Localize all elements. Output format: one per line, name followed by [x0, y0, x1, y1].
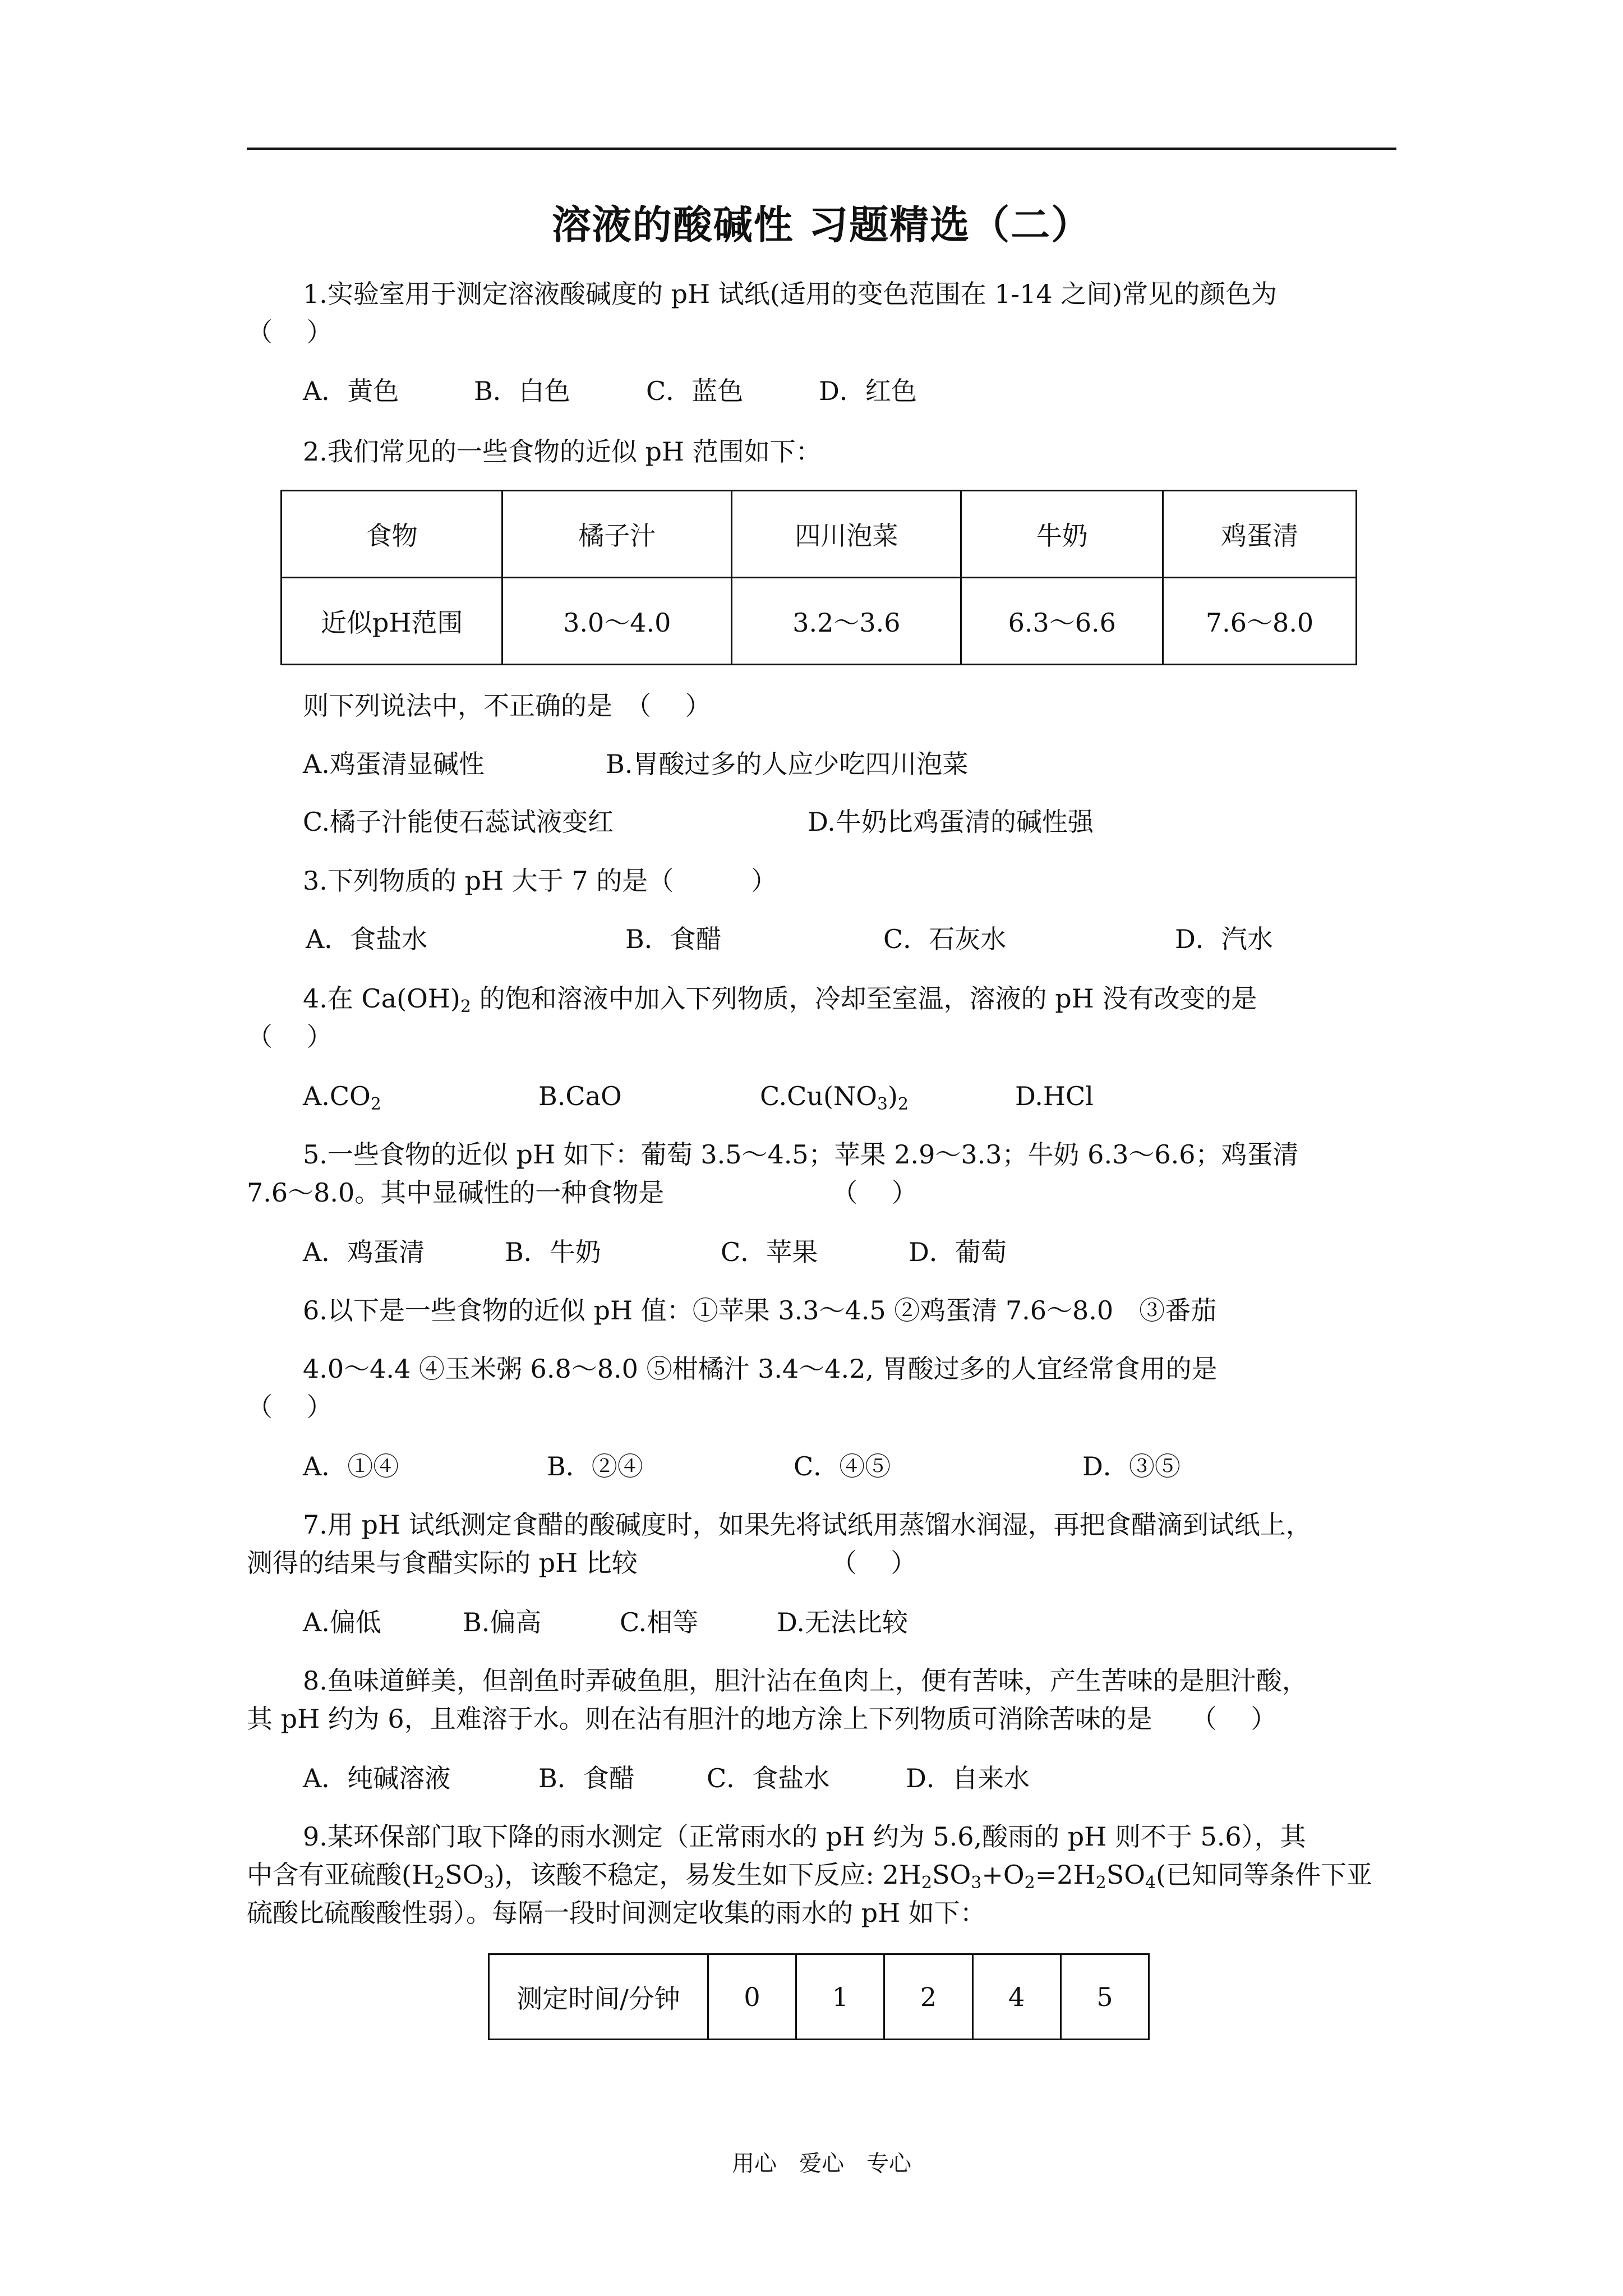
q9-sub: 2: [1024, 1873, 1035, 1893]
table-cell: 1: [796, 1954, 884, 2040]
table-cell: 2: [884, 1954, 972, 2040]
q4-stem-line2: （ ）: [247, 1022, 333, 1052]
q4-option-c-sub1: 3: [877, 1094, 888, 1114]
table-header-cell: 测定时间/分钟: [489, 1954, 708, 2040]
q1-stem-line1: 1.实验室用于测定溶液酸碱度的 pH 试纸(适用的变色范围在 1-14 之间)常见的颜色为: [303, 279, 1278, 309]
q9-text-h: (已知同等条件下亚: [1156, 1860, 1373, 1890]
q7-stem-line1: 7.用 pH 试纸测定食醋的酸碱度时，如果先将试纸用蒸馏水润湿，再把食醋滴到试纸上，: [303, 1510, 1312, 1540]
q2-food-ph-table: [280, 490, 1357, 665]
q5-stem-line2: 7.6～8.0。其中显碱性的一种食物是 （ ）: [247, 1177, 917, 1208]
table-row: [282, 491, 1357, 578]
q4-stem-text-a: 4.在 Ca(OH): [303, 983, 460, 1014]
q4-option-a-text: A.CO: [303, 1081, 371, 1111]
table-header-cell: 牛奶: [961, 491, 1163, 578]
q9-text-g: SO: [1106, 1860, 1145, 1890]
q9-text-a: 中含有亚硫酸(H: [247, 1860, 435, 1890]
q1-option-d: D．红色: [819, 376, 917, 406]
q5-option-d: D．葡萄: [909, 1237, 1007, 1267]
q9-text-c: )，该酸不稳定，易发生如下反应: 2H: [494, 1860, 921, 1890]
q9-sub: 2: [1095, 1873, 1106, 1893]
table-row: [282, 578, 1357, 665]
q2-option-a: A.鸡蛋清显碱性: [303, 749, 485, 779]
q2-option-d: D.牛奶比鸡蛋清的碱性强: [808, 807, 1094, 837]
q5-stem-line1: 5.一些食物的近似 pH 如下：葡萄 3.5～4.5；苹果 2.9～3.3；牛奶 6.3～6.6；鸡蛋清: [303, 1139, 1299, 1170]
q9-stem-line3: 硫酸比硫酸酸性弱）。每隔一段时间测定收集的雨水的 pH 如下：: [247, 1898, 986, 1928]
header-rule: [247, 148, 1396, 150]
q6-stem-line3: （ ）: [247, 1392, 333, 1422]
q2-question: 则下列说法中，不正确的是 （ ）: [303, 691, 711, 721]
q4-option-c-text-a: C.Cu(NO: [760, 1081, 877, 1111]
q6-stem-line2: 4.0～4.4 ④玉米粥 6.8～8.0 ⑤柑橘汁 3.4～4.2, 胃酸过多的人宜经常食用的是: [303, 1354, 1218, 1384]
q4-stem-line1: [303, 981, 1257, 1016]
q2-stem: 2.我们常见的一些食物的近似 pH 范围如下：: [303, 436, 822, 467]
q9-stem-line1: 9.某环保部门取下降的雨水测定（正常雨水的 pH 约为 5.6,酸雨的 pH 则不于 5.6），其: [303, 1821, 1306, 1852]
q4-option-c-text-b: ): [888, 1081, 898, 1111]
q8-option-c: C．食盐水: [707, 1763, 830, 1793]
table-cell: 3.0～4.0: [502, 578, 732, 665]
table-cell: 0: [708, 1954, 796, 2040]
q1-stem-line2: （ ）: [247, 317, 333, 347]
q4-option-d: D.HCl: [1015, 1081, 1094, 1111]
q9-text-b: SO: [445, 1860, 484, 1890]
q6-option-d: D．③⑤: [1082, 1451, 1181, 1481]
q9-rain-ph-table: [488, 1953, 1150, 2040]
q8-option-d: D．自来水: [906, 1763, 1030, 1793]
table-cell: 6.3～6.6: [961, 578, 1163, 665]
page-title: 溶液的酸碱性 习题精选（二）: [551, 201, 1092, 248]
q3-option-c: C．石灰水: [883, 924, 1007, 954]
q3-option-b: B．食醋: [625, 924, 722, 954]
q6-option-a: A．①④: [303, 1451, 399, 1481]
q5-option-a: A．鸡蛋清: [303, 1237, 425, 1267]
q5-option-b: B．牛奶: [505, 1237, 601, 1267]
q3-option-a: A．食盐水: [306, 924, 428, 954]
document-page: [247, 0, 1396, 2296]
q8-option-b: B．食醋: [538, 1763, 635, 1793]
q4-option-a: [303, 1078, 381, 1114]
q3-stem: 3.下列物质的 pH 大于 7 的是（ ）: [303, 866, 777, 896]
q8-stem-line1: 8.鱼味道鲜美，但剖鱼时弄破鱼胆，胆汁沾在鱼肉上，便有苦味，产生苦味的是胆汁酸，: [303, 1665, 1308, 1696]
q1-option-b: B．白色: [474, 376, 570, 406]
q9-text-d: SO: [932, 1860, 971, 1890]
q9-text-e: +O: [981, 1860, 1025, 1890]
table-header-cell: 鸡蛋清: [1163, 491, 1357, 578]
table-cell: 3.2～3.6: [732, 578, 961, 665]
q8-option-a: A．纯碱溶液: [303, 1763, 451, 1793]
q1-option-c: C．蓝色: [646, 376, 744, 406]
q7-option-d: D.无法比较: [777, 1607, 908, 1637]
q8-stem-line2: 其 pH 约为 6，且难溶于水。则在沾有胆汁的地方涂上下列物质可消除苦味的是 （ ）: [247, 1704, 1277, 1734]
page-footer: 用心 爱心 专心: [732, 2151, 911, 2177]
q9-text-f: =2H: [1035, 1860, 1096, 1890]
q2-option-b: B.胃酸过多的人应少吃四川泡菜: [606, 749, 969, 779]
q7-option-b: B.偏高: [463, 1607, 542, 1637]
q1-option-a: A．黄色: [303, 376, 399, 406]
q5-option-c: C．苹果: [721, 1237, 818, 1267]
q9-sub: 3: [971, 1873, 982, 1893]
q4-stem-sub: 2: [460, 997, 471, 1016]
q9-sub: 2: [921, 1873, 933, 1893]
q2-option-c: C.橘子汁能使石蕊试液变红: [303, 807, 614, 837]
table-cell: 近似pH范围: [282, 578, 502, 665]
q9-sub: 3: [483, 1873, 495, 1893]
table-header-cell: 四川泡菜: [732, 491, 961, 578]
q3-option-d: D．汽水: [1175, 924, 1273, 954]
q6-option-c: C．④⑤: [794, 1451, 891, 1481]
q4-stem-text-b: 的饱和溶液中加入下列物质，冷却至室温，溶液的 pH 没有改变的是: [471, 983, 1257, 1014]
q4-option-c: [760, 1078, 909, 1114]
q4-option-c-sub2: 2: [897, 1094, 909, 1114]
table-cell: 5: [1061, 1954, 1149, 2040]
table-row: [489, 1954, 1149, 2040]
q4-option-a-sub: 2: [370, 1094, 381, 1114]
table-header-cell: 食物: [282, 491, 502, 578]
table-cell: 7.6～8.0: [1163, 578, 1357, 665]
q7-stem-line2: 测得的结果与食醋实际的 pH 比较 （ ）: [247, 1548, 917, 1578]
table-header-cell: 橘子汁: [502, 491, 732, 578]
q9-sub: 4: [1145, 1873, 1156, 1893]
q9-sub: 2: [434, 1873, 445, 1893]
q7-option-a: A.偏低: [303, 1607, 381, 1637]
q4-option-b: B.CaO: [538, 1081, 622, 1111]
q9-stem-line2: [247, 1857, 1372, 1893]
q7-option-c: C.相等: [620, 1607, 699, 1637]
table-cell: 4: [972, 1954, 1061, 2040]
q6-option-b: B．②④: [547, 1451, 643, 1481]
q6-stem-line1: 6.以下是一些食物的近似 pH 值：①苹果 3.3～4.5 ②鸡蛋清 7.6～8.0 ③番茄: [303, 1295, 1217, 1326]
